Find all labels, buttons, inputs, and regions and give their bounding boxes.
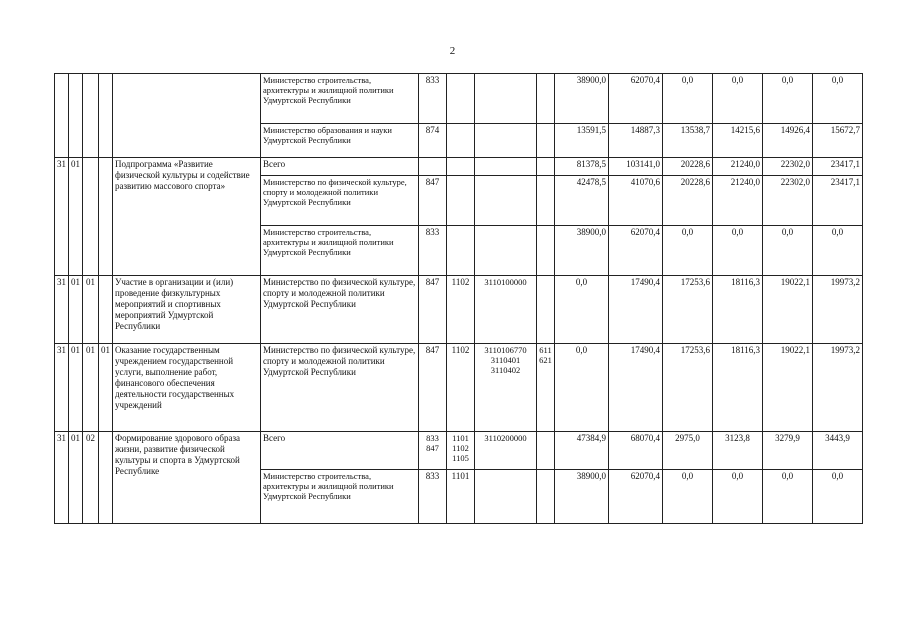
rz-cell: 1102 bbox=[447, 276, 475, 344]
page-number: 2 bbox=[449, 45, 456, 57]
executor-cell: Всего bbox=[261, 432, 419, 470]
grbs-cell: 833 bbox=[419, 74, 447, 124]
value-cell: 38900,0 bbox=[555, 74, 609, 124]
value-cell: 0,0 bbox=[813, 226, 863, 276]
code-om: 01 bbox=[83, 276, 99, 344]
cs-cell: 3110200000 bbox=[475, 432, 537, 470]
code-gp: 31 bbox=[55, 432, 69, 524]
cell bbox=[537, 74, 555, 124]
executor-cell: Министерство строительства, архитектуры и жилищной политики Удмуртской Республики bbox=[261, 74, 419, 124]
table-row bbox=[55, 344, 863, 432]
code-sp: 01 bbox=[69, 276, 83, 344]
cell bbox=[475, 176, 537, 226]
subprogram-name: Подпрограмма «Развитие физической культуры и содействие развитию массового спорта» bbox=[113, 158, 261, 276]
code-gp: 31 bbox=[55, 276, 69, 344]
cell bbox=[475, 470, 537, 524]
value-cell: 0,0 bbox=[663, 226, 713, 276]
value-cell: 23417,1 bbox=[813, 158, 863, 176]
rz-cell: 1101 1102 1105 bbox=[447, 432, 475, 470]
cs-cell: 3110106770 3110401 3110402 bbox=[475, 344, 537, 432]
value-cell: 13591,5 bbox=[555, 124, 609, 158]
value-cell: 19022,1 bbox=[763, 276, 813, 344]
cell bbox=[55, 74, 69, 158]
value-cell: 0,0 bbox=[813, 470, 863, 524]
value-cell: 47384,9 bbox=[555, 432, 609, 470]
executor-cell: Министерство образования и науки Удмуртской Республики bbox=[261, 124, 419, 158]
value-cell: 14887,3 bbox=[609, 124, 663, 158]
executor-cell: Министерство строительства, архитектуры и жилищной политики Удмуртской Республики bbox=[261, 470, 419, 524]
cell bbox=[83, 158, 99, 276]
grbs-cell: 833 bbox=[419, 470, 447, 524]
table-row bbox=[55, 276, 863, 344]
code-sp: 01 bbox=[69, 432, 83, 524]
cell bbox=[475, 158, 537, 176]
value-cell: 0,0 bbox=[713, 470, 763, 524]
code-om: 01 bbox=[83, 344, 99, 432]
grbs-cell: 874 bbox=[419, 124, 447, 158]
grbs-cell: 847 bbox=[419, 176, 447, 226]
rz-cell: 1102 bbox=[447, 344, 475, 432]
value-cell: 18116,3 bbox=[713, 344, 763, 432]
executor-cell: Министерство по физической культуре, спорту и молодежной политики Удмуртской Республики bbox=[261, 176, 419, 226]
value-cell: 17253,6 bbox=[663, 344, 713, 432]
value-cell: 0,0 bbox=[663, 470, 713, 524]
cell bbox=[99, 158, 113, 276]
value-cell: 14215,6 bbox=[713, 124, 763, 158]
value-cell: 0,0 bbox=[555, 344, 609, 432]
cell bbox=[83, 74, 99, 158]
value-cell: 0,0 bbox=[763, 226, 813, 276]
cell bbox=[447, 158, 475, 176]
value-cell: 13538,7 bbox=[663, 124, 713, 158]
value-cell: 20228,6 bbox=[663, 176, 713, 226]
cell bbox=[475, 74, 537, 124]
value-cell: 0,0 bbox=[713, 74, 763, 124]
value-cell: 38900,0 bbox=[555, 226, 609, 276]
code-m: 01 bbox=[99, 344, 113, 432]
cell bbox=[537, 432, 555, 470]
code-om: 02 bbox=[83, 432, 99, 524]
value-cell: 17490,4 bbox=[609, 276, 663, 344]
cell bbox=[447, 74, 475, 124]
cell bbox=[447, 176, 475, 226]
value-cell: 62070,4 bbox=[609, 470, 663, 524]
code-sp: 01 bbox=[69, 344, 83, 432]
value-cell: 0,0 bbox=[763, 470, 813, 524]
value-cell: 18116,3 bbox=[713, 276, 763, 344]
cs-cell: 3110100000 bbox=[475, 276, 537, 344]
value-cell: 19022,1 bbox=[763, 344, 813, 432]
cell bbox=[419, 158, 447, 176]
executor-cell: Всего bbox=[261, 158, 419, 176]
value-cell: 81378,5 bbox=[555, 158, 609, 176]
cell bbox=[537, 276, 555, 344]
value-cell: 68070,4 bbox=[609, 432, 663, 470]
cell bbox=[475, 124, 537, 158]
value-cell: 3279,9 bbox=[763, 432, 813, 470]
value-cell: 41070,6 bbox=[609, 176, 663, 226]
cell bbox=[537, 158, 555, 176]
value-cell: 21240,0 bbox=[713, 176, 763, 226]
cell bbox=[537, 470, 555, 524]
cell bbox=[475, 226, 537, 276]
value-cell: 38900,0 bbox=[555, 470, 609, 524]
value-cell: 0,0 bbox=[813, 74, 863, 124]
value-cell: 42478,5 bbox=[555, 176, 609, 226]
cell bbox=[537, 176, 555, 226]
event-name: Оказание государственным учреждением государственной услуги, выполнение работ, финансового обеспечения деятельности государственных учреждений bbox=[113, 344, 261, 432]
grbs-cell: 847 bbox=[419, 344, 447, 432]
value-cell: 17253,6 bbox=[663, 276, 713, 344]
value-cell: 14926,4 bbox=[763, 124, 813, 158]
executor-cell: Министерство по физической культуре, спорту и молодежной политики Удмуртской Республики bbox=[261, 276, 419, 344]
grbs-cell: 833 847 bbox=[419, 432, 447, 470]
value-cell: 17490,4 bbox=[609, 344, 663, 432]
value-cell: 0,0 bbox=[713, 226, 763, 276]
cell bbox=[69, 74, 83, 158]
cell bbox=[537, 124, 555, 158]
value-cell: 0,0 bbox=[763, 74, 813, 124]
code-gp: 31 bbox=[55, 344, 69, 432]
value-cell: 3123,8 bbox=[713, 432, 763, 470]
value-cell: 22302,0 bbox=[763, 176, 813, 226]
grbs-cell: 833 bbox=[419, 226, 447, 276]
value-cell: 19973,2 bbox=[813, 344, 863, 432]
vr-cell: 611 621 bbox=[537, 344, 555, 432]
value-cell: 0,0 bbox=[663, 74, 713, 124]
value-cell: 23417,1 bbox=[813, 176, 863, 226]
value-cell: 3443,9 bbox=[813, 432, 863, 470]
value-cell: 103141,0 bbox=[609, 158, 663, 176]
cell bbox=[447, 226, 475, 276]
value-cell: 22302,0 bbox=[763, 158, 813, 176]
event-name: Формирование здорового образа жизни, развитие физической культуры и спорта в Удмуртской Республике bbox=[113, 432, 261, 524]
event-name: Участие в организации и (или) проведение физкультурных мероприятий и спортивных мероприятий Удмуртской Республики bbox=[113, 276, 261, 344]
value-cell: 2975,0 bbox=[663, 432, 713, 470]
table-row bbox=[55, 432, 863, 470]
value-cell: 0,0 bbox=[555, 276, 609, 344]
cell bbox=[537, 226, 555, 276]
value-cell: 21240,0 bbox=[713, 158, 763, 176]
value-cell: 19973,2 bbox=[813, 276, 863, 344]
budget-table bbox=[54, 73, 863, 524]
value-cell: 20228,6 bbox=[663, 158, 713, 176]
code-gp: 31 bbox=[55, 158, 69, 276]
value-cell: 15672,7 bbox=[813, 124, 863, 158]
cell bbox=[447, 124, 475, 158]
rz-cell: 1101 bbox=[447, 470, 475, 524]
cell bbox=[99, 276, 113, 344]
executor-cell: Министерство по физической культуре, спорту и молодежной политики Удмуртской Республики bbox=[261, 344, 419, 432]
table-row bbox=[55, 74, 863, 124]
cell bbox=[99, 432, 113, 524]
cell bbox=[113, 74, 261, 158]
value-cell: 62070,4 bbox=[609, 74, 663, 124]
code-sp: 01 bbox=[69, 158, 83, 276]
executor-cell: Министерство строительства, архитектуры и жилищной политики Удмуртской Республики bbox=[261, 226, 419, 276]
value-cell: 62070,4 bbox=[609, 226, 663, 276]
table-row bbox=[55, 158, 863, 176]
cell bbox=[99, 74, 113, 158]
grbs-cell: 847 bbox=[419, 276, 447, 344]
